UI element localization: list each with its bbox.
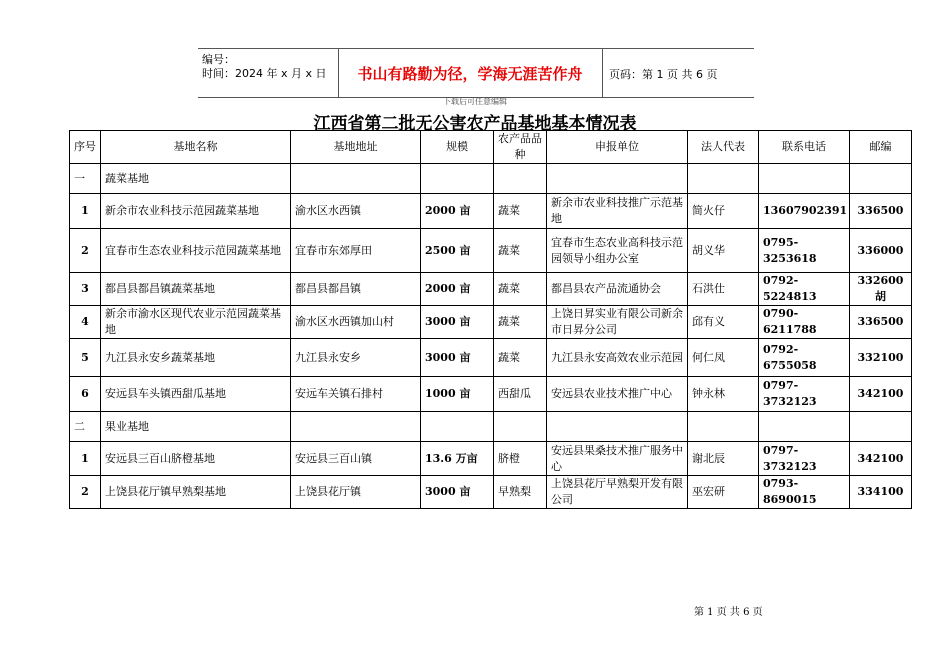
table-cell: 安远县车头镇西甜瓜基地 — [101, 377, 291, 412]
empty-cell — [421, 412, 494, 442]
empty-cell — [850, 164, 912, 194]
table-row — [70, 273, 912, 306]
header-cell: 法人代表 — [688, 131, 759, 164]
empty-cell — [547, 164, 688, 194]
empty-cell — [494, 412, 547, 442]
table-cell: 都昌县都昌镇 — [291, 273, 421, 306]
table-cell: 渝水区水西镇加山村 — [291, 306, 421, 339]
table-cell: 3000 亩 — [421, 476, 494, 509]
table-cell: 脐橙 — [494, 442, 547, 476]
table-cell: 6 — [70, 377, 101, 412]
table-cell: 安远县农业技术推广中心 — [547, 377, 688, 412]
empty-cell — [850, 412, 912, 442]
table-cell: 新余市农业科技示范园蔬菜基地 — [101, 194, 291, 229]
table-cell: 安远县三百山镇 — [291, 442, 421, 476]
section-row — [70, 164, 912, 194]
table-cell: 宜春市生态农业高科技示范园领导小组办公室 — [547, 229, 688, 273]
table-cell: 2500 亩 — [421, 229, 494, 273]
table-cell: 宜春市东郊厚田 — [291, 229, 421, 273]
header-page-cell — [602, 49, 755, 97]
table-row — [70, 229, 912, 273]
base-info-table — [69, 130, 912, 509]
table-cell: 0792-6755058 — [759, 339, 850, 377]
table-cell: 渝水区水西镇 — [291, 194, 421, 229]
table-cell: 0792-5224813 — [759, 273, 850, 306]
section-name: 果业基地 — [101, 412, 291, 442]
table-cell: 332100 — [850, 339, 912, 377]
table-cell: 钟永林 — [688, 377, 759, 412]
table-cell: 342100 — [850, 442, 912, 476]
table-cell: 都昌县农产品流通协会 — [547, 273, 688, 306]
table-cell: 4 — [70, 306, 101, 339]
table-cell: 谢北辰 — [688, 442, 759, 476]
table-row — [70, 194, 912, 229]
header-cell: 规模 — [421, 131, 494, 164]
table-cell: 342100 — [850, 377, 912, 412]
table-cell: 1000 亩 — [421, 377, 494, 412]
table-cell: 西甜瓜 — [494, 377, 547, 412]
table-cell: 336000 — [850, 229, 912, 273]
table-cell: 2000 亩 — [421, 273, 494, 306]
header-cell: 基地名称 — [101, 131, 291, 164]
table-cell: 安远县果桑技术推广服务中心 — [547, 442, 688, 476]
table-cell: 0793-8690015 — [759, 476, 850, 509]
table-row — [70, 377, 912, 412]
table-cell: 2 — [70, 476, 101, 509]
table-cell: 上饶县花厅镇早熟梨基地 — [101, 476, 291, 509]
table-cell: 胡义华 — [688, 229, 759, 273]
table-row — [70, 442, 912, 476]
table-cell: 3000 亩 — [421, 306, 494, 339]
empty-cell — [291, 412, 421, 442]
table-cell: 13607902391 — [759, 194, 850, 229]
table-cell: 0797-3732123 — [759, 442, 850, 476]
table-cell: 宜春市生态农业科技示范园蔬菜基地 — [101, 229, 291, 273]
empty-cell — [759, 164, 850, 194]
page-title: 江西省第二批无公害农产品基地基本情况表 — [313, 114, 637, 134]
table-cell: 早熟梨 — [494, 476, 547, 509]
table-cell: 0790-6211788 — [759, 306, 850, 339]
table-cell: 1 — [70, 442, 101, 476]
table-cell: 13.6 万亩 — [421, 442, 494, 476]
table-cell: 3 — [70, 273, 101, 306]
table-cell: 新余市农业科技推广示范基地 — [547, 194, 688, 229]
table-cell: 安远县三百山脐橙基地 — [101, 442, 291, 476]
table-cell: 334100 — [850, 476, 912, 509]
table-cell: 何仁凤 — [688, 339, 759, 377]
section-index: 二 — [70, 412, 101, 442]
empty-cell — [494, 164, 547, 194]
empty-cell — [421, 164, 494, 194]
table-cell: 蔬菜 — [494, 194, 547, 229]
table-header-row — [70, 131, 912, 164]
header-cell: 邮编 — [850, 131, 912, 164]
table-row — [70, 339, 912, 377]
table-cell: 新余市渝水区现代农业示范园蔬菜基地 — [101, 306, 291, 339]
empty-cell — [547, 412, 688, 442]
table-cell: 简火仔 — [688, 194, 759, 229]
header-meta-cell — [198, 49, 339, 97]
table-cell: 336500 — [850, 194, 912, 229]
header-cell: 申报单位 — [547, 131, 688, 164]
empty-cell — [759, 412, 850, 442]
table-cell: 332600 胡 — [850, 273, 912, 306]
header-cell: 联系电话 — [759, 131, 850, 164]
table-cell: 蔬菜 — [494, 339, 547, 377]
table-cell: 石洪仕 — [688, 273, 759, 306]
number-label: 编号： — [202, 53, 235, 66]
table-cell: 0795-3253618 — [759, 229, 850, 273]
table-cell: 九江县永安高效农业示范园 — [547, 339, 688, 377]
header-cell: 基地地址 — [291, 131, 421, 164]
table-cell: 2000 亩 — [421, 194, 494, 229]
edit-note: 下载后可任意编辑 — [443, 97, 507, 106]
motto: 书山有路勤为径，学海无涯苦作舟 — [357, 65, 583, 83]
page-label: 页码：第 1 页 共 6 页 — [609, 68, 718, 81]
table-cell: 0797-3732123 — [759, 377, 850, 412]
table-cell: 都昌县都昌镇蔬菜基地 — [101, 273, 291, 306]
time-label: 时间：2024 年 x 月 x 日 — [202, 67, 327, 80]
table-cell: 5 — [70, 339, 101, 377]
table-cell: 蔬菜 — [494, 306, 547, 339]
empty-cell — [291, 164, 421, 194]
table-row — [70, 306, 912, 339]
section-index: 一 — [70, 164, 101, 194]
table-cell: 336500 — [850, 306, 912, 339]
table-cell: 九江县永安乡 — [291, 339, 421, 377]
table-cell: 蔬菜 — [494, 229, 547, 273]
table-cell: 安远车关镇石排村 — [291, 377, 421, 412]
table-cell: 上饶县花厅早熟梨开发有限公司 — [547, 476, 688, 509]
table-cell: 上饶县花厅镇 — [291, 476, 421, 509]
empty-cell — [688, 164, 759, 194]
table-cell: 1 — [70, 194, 101, 229]
table-cell: 上饶日昇实业有限公司新余市日昇分公司 — [547, 306, 688, 339]
page-footer: 第 1 页 共 6 页 — [694, 607, 763, 618]
table-cell: 邱有义 — [688, 306, 759, 339]
table-cell: 九江县永安乡蔬菜基地 — [101, 339, 291, 377]
table-cell: 2 — [70, 229, 101, 273]
section-name: 蔬菜基地 — [101, 164, 291, 194]
empty-cell — [688, 412, 759, 442]
header-cell: 农产品品 种 — [494, 131, 547, 164]
header-cell: 序号 — [70, 131, 101, 164]
table-cell: 巫宏研 — [688, 476, 759, 509]
table-cell: 3000 亩 — [421, 339, 494, 377]
table-row — [70, 476, 912, 509]
document-header — [198, 48, 754, 98]
table-cell: 蔬菜 — [494, 273, 547, 306]
section-row — [70, 412, 912, 442]
